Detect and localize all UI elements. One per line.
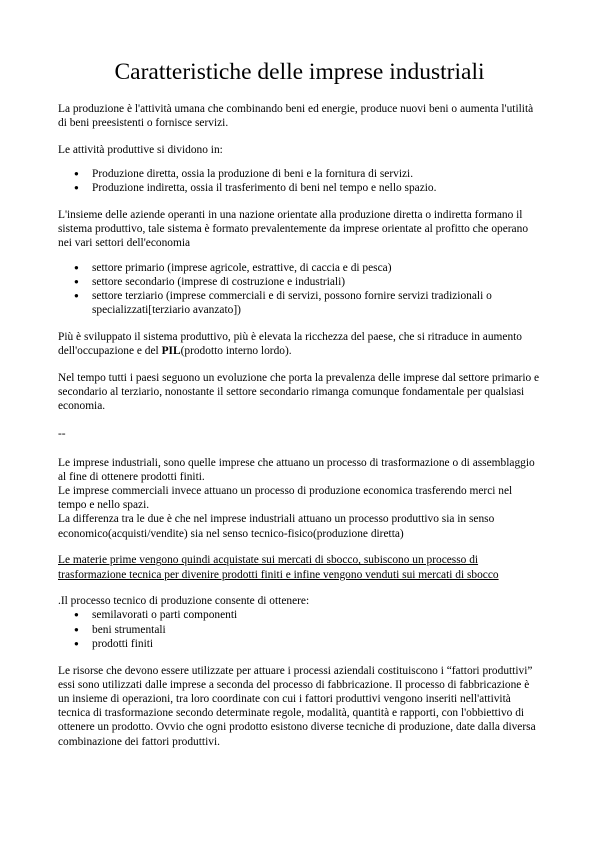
bullet-icon: ● [74,638,79,648]
list-item [58,167,541,181]
paragraph-activities-intro: Le attività produttive si dividono in: [58,143,223,156]
paragraph-technical-process: .Il processo tecnico di produzione consente di ottenere: [58,595,310,608]
list-item [58,261,541,275]
list-item [58,181,541,195]
list-item-text: prodotti finiti [92,637,154,650]
list-item-text: Produzione indiretta, ossia il trasferimento di beni nel tempo e nello spazio. [92,182,437,195]
bullet-icon: ● [74,169,79,179]
bullet-icon: ● [74,624,79,634]
list-item-text: semilavorati o parti componenti [92,609,238,622]
list-production-types [58,167,541,195]
paragraph-evolution: Nel tempo tutti i paesi seguono un evoluzione che porta la prevalenza delle imprese dal settore primario e secondario al terziario, nonostante il settore secondario rimanga comunque fondamentale per qualsiasi economia. [58,371,540,413]
list-sectors [58,261,541,318]
paragraph-difference: La differenza tra le due è che nel imprese industriali attuano un processo produttivo sia in senso economico(acquisti/vendite) sia nel senso tecnico-fisico(produzione diretta) [58,513,495,540]
paragraph-production-definition: La produzione è l'attività umana che combinando beni ed energie, produce nuovi beni o aumenta l'utilità di beni preesistenti o fornisce servizi. [58,103,534,130]
text-run: Più è sviluppato il sistema produttivo, più è elevata la ricchezza del paese, che si ritraduce in aumento dell'occupazione e del [58,330,523,358]
separator: -- [58,428,66,441]
paragraph-productive-system: L'insieme delle aziende operanti in una nazione orientate alla produzione diretta o indiretta formano il sistema produttivo, tale sistema è formato prevalentemente da imprese orientate al profitto che operano nei vari settori dell'economia [58,209,529,250]
list-item-text: beni strumentali [92,623,166,636]
paragraph-industrial-firms: Le imprese industriali, sono quelle imprese che attuano un processo di trasformazione o di assemblaggio al fine di ottenere prodotti finiti. [58,456,535,483]
bullet-icon: ● [74,610,79,620]
pil-bold: PIL [161,345,181,358]
list-item-text: Produzione diretta, ossia la produzione di beni e la fornitura di servizi. [92,168,414,181]
bullet-icon: ● [74,291,79,301]
text-run: (prodotto interno lordo). [180,345,292,358]
list-outputs [58,608,541,651]
bullet-icon: ● [74,262,79,272]
list-item-text: settore secondario (imprese di costruzione e industriali) [92,275,346,288]
list-item [58,637,541,651]
paragraph-commercial-firms: Le imprese commerciali invece attuano un processo di produzione economica trasferendo merci nel tempo e nello spazi. [58,485,513,512]
list-item [58,289,541,317]
bullet-icon: ● [74,183,79,193]
list-item [58,275,541,289]
paragraph-raw-materials: Le materie prime vengono quindi acquistate sui mercati di sbocco, subiscono un processo di trasformazione tecnica per divenire prodotti finiti e infine vengono venduti sui mercati di sbocco [58,554,499,581]
list-item-text: settore terziario (imprese commerciali e di servizi, possono fornire servizi tradizionali o specializzati[terziario avanzato]) [92,290,492,317]
bullet-icon: ● [74,276,79,286]
list-item [58,608,541,622]
list-item-text: settore primario (imprese agricole, estrattive, di caccia e di pesca) [92,261,392,274]
page-title: Caratteristiche delle imprese industriali [114,59,485,85]
paragraph-wealth [58,330,541,358]
paragraph-production-factors: Le risorse che devono essere utilizzate per attuare i processi aziendali costituiscono i “fattori produttivi” essi sono utilizzati dalle imprese a seconda del processo di fabbricazione. Il processo di fabbricazione è un insieme di operazioni, tra loro coordinate con cui i fattori produttivi vengono inseriti nell'attività tecnica di trasformazione secondo determinate regole, modalità, quantità e rapporti, con l'obbiettivo di ottenere un prodotto. Ovvio che ogni prodotto esistono diverse tecniche di produzione, date dalla diversa combinazione dei fattori produttivi. [58,664,536,748]
list-item [58,623,541,637]
